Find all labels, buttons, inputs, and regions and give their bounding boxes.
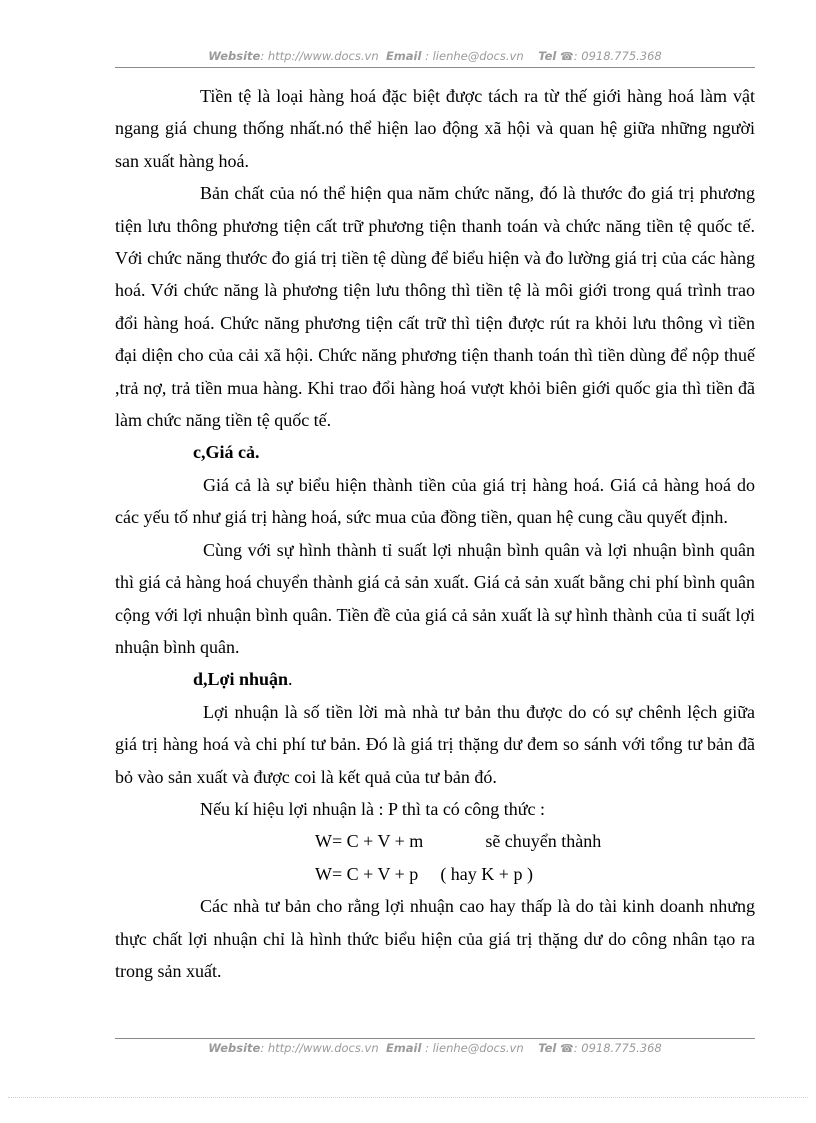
formula-note: ( hay K + p ) — [440, 863, 533, 884]
section-heading-c — [115, 436, 755, 468]
footer-website-label: Website — [208, 1041, 261, 1055]
paragraph: Giá cả là sự biểu hiện thành tiền của giá trị hàng hoá. Giá cả hàng hoá do các yếu tố như giá trị hàng hoá, sức mua của đồng tiền, quan hệ cung cầu quyết định. — [115, 474, 755, 528]
formula-expression: W= C + V + m — [315, 831, 424, 852]
header-website-label: Website — [208, 49, 261, 63]
page-footer — [115, 1041, 755, 1055]
paragraph: Tiền tệ là loại hàng hoá đặc biệt được tách ra từ thế giới hàng hoá làm vật ngang giá chung thống nhất.nó thể hiện lao động xã hội và quan hệ giữa những người san xuất hàng hoá. — [115, 86, 755, 171]
formula-expression: W= C + V + p — [315, 863, 419, 884]
phone-icon: ☎ — [560, 1042, 574, 1055]
formula-note: sẽ chuyển thành — [485, 831, 602, 852]
footer-tel-label: Tel — [538, 1041, 557, 1055]
heading-text: d,Lợi nhuận — [193, 669, 289, 690]
paragraph: Lợi nhuận là số tiền lời mà nhà tư bản thu được do có sự chênh lệch giữa giá trị hàng hoá và chi phí tư bản. Đó là giá trị thặng dư đem so sánh với tổng tư bản đã bỏ vào sản xuất và được coi là kết quả của tư bản đó. — [115, 701, 755, 787]
heading-text: c,Giá cả. — [193, 442, 260, 463]
paragraph: Bản chất của nó thể hiện qua năm chức năng, đó là thước đo giá trị phương tiện lưu thông phương tiện cất trữ phương tiện thanh toán và chức năng tiền tệ quốc tế. Với chức năng thước đo giá trị tiền tệ dùng để biểu hiện và đo lường giá trị của các hàng hoá. Với chức năng là phương tiện lưu thông thì tiền tệ là môi giới trong quá trình trao đổi hàng hoá. Chức năng phương tiện cất trữ thì tiện được rút ra khỏi lưu thông vì tiền đại diện cho của cải xã hội. Chức năng phương tiện thanh toán thì tiền dùng để nộp thuế ,trả nợ, trả tiền mua hàng. Khi trao đổi hàng hoá vượt khỏi biên giới quốc gia thì tiền đã làm chức năng tiền tệ quốc tế. — [115, 183, 755, 431]
header-website-link[interactable]: : http://www.docs.vn — [260, 49, 379, 63]
paragraph: Cùng với sự hình thành tỉ suất lợi nhuận bình quân và lợi nhuận bình quân thì giá cả hàng hoá chuyển thành giá cả sản xuất. Giá cả sản xuất bằng chi phí bình quân cộng với lợi nhuận bình quân. Tiền đề của giá cả sản xuất là sự hình thành của tỉ suất lợi nhuận bình quân. — [115, 539, 755, 657]
header-tel-value: : 0918.775.368 — [573, 49, 662, 63]
section-heading-d — [115, 663, 755, 695]
formula-1 — [115, 825, 755, 857]
header-rule — [115, 67, 755, 68]
heading-period: . — [288, 669, 293, 690]
footer-email-label: Email — [385, 1041, 422, 1055]
document-body — [115, 80, 755, 987]
phone-icon: ☎ — [560, 50, 574, 63]
footer-website-link[interactable]: : http://www.docs.vn — [260, 1041, 379, 1055]
page-header — [115, 49, 755, 63]
header-email-link[interactable]: : lienhe@docs.vn — [425, 49, 524, 63]
footer-email-link[interactable]: : lienhe@docs.vn — [425, 1041, 524, 1055]
paragraph: Nếu kí hiệu lợi nhuận là : P thì ta có công thức : — [200, 798, 546, 819]
formula-2 — [115, 858, 755, 890]
header-email-label: Email — [385, 49, 422, 63]
page-bottom-border — [8, 1097, 808, 1098]
footer-tel-value: : 0918.775.368 — [573, 1041, 662, 1055]
paragraph: Các nhà tư bản cho rằng lợi nhuận cao hay thấp là do tài kinh doanh nhưng thực chất lợi nhuận chỉ là hình thức biểu hiện của giá trị thặng dư do công nhân tạo ra trong sản xuất. — [115, 896, 755, 981]
footer-rule — [115, 1038, 755, 1039]
header-tel-label: Tel — [538, 49, 557, 63]
